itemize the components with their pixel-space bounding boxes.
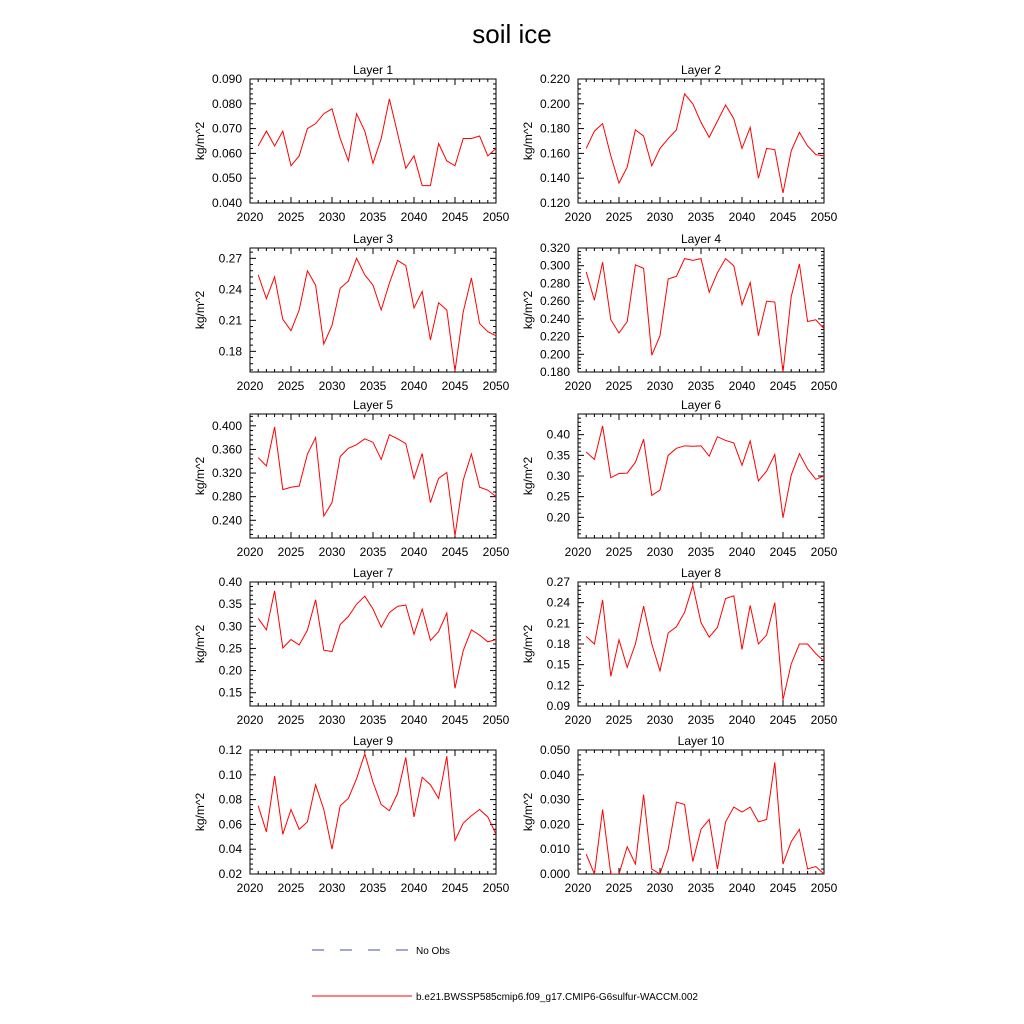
y-tick-label: 0.180 [539, 121, 570, 136]
panel-title: Layer 8 [680, 566, 722, 580]
plot-frame [578, 750, 824, 874]
y-tick-label: 0.09 [546, 699, 570, 713]
x-tick-label: 2035 [687, 210, 715, 224]
y-tick-label: 0.060 [211, 146, 242, 161]
y-axis-label: kg/m^2 [193, 792, 207, 832]
x-tick-label: 2035 [687, 713, 715, 727]
y-tick-label: 0.050 [211, 171, 242, 186]
chart-panel-7 [193, 566, 510, 727]
plot-frame [250, 248, 496, 372]
x-tick-label: 2050 [482, 379, 510, 393]
x-tick-label: 2045 [441, 379, 469, 393]
y-tick-label: 0.08 [218, 792, 242, 807]
legend-obs-label: No Obs [416, 946, 450, 957]
plot-frame [578, 248, 824, 372]
series-line [258, 99, 496, 186]
chart-panel-3 [193, 232, 510, 393]
panels [193, 63, 838, 895]
x-tick-label: 2040 [728, 881, 756, 895]
y-tick-label: 0.06 [218, 817, 242, 832]
x-tick-label: 2025 [605, 881, 633, 895]
x-tick-label: 2020 [564, 545, 592, 559]
x-tick-label: 2025 [277, 379, 305, 393]
x-tick-label: 2035 [359, 210, 387, 224]
y-tick-label: 0.21 [218, 313, 242, 328]
y-tick-label: 0.040 [211, 196, 242, 210]
x-tick-label: 2020 [236, 210, 264, 224]
y-tick-label: 0.280 [539, 276, 570, 291]
x-tick-label: 2040 [728, 545, 756, 559]
y-tick-label: 0.40 [546, 427, 570, 442]
y-tick-label: 0.010 [539, 842, 570, 857]
panel-title: Layer 2 [680, 63, 722, 77]
chart-panel-10 [521, 734, 838, 895]
y-tick-label: 0.240 [211, 513, 242, 528]
y-tick-label: 0.18 [218, 344, 242, 359]
y-tick-label: 0.25 [546, 489, 570, 504]
y-tick-label: 0.300 [539, 258, 570, 273]
x-tick-label: 2020 [564, 713, 592, 727]
y-tick-label: 0.320 [211, 466, 242, 481]
x-tick-label: 2050 [810, 545, 838, 559]
x-tick-label: 2040 [728, 713, 756, 727]
y-axis-label: kg/m^2 [521, 121, 535, 161]
plot-frame [250, 79, 496, 203]
x-tick-label: 2045 [441, 210, 469, 224]
x-tick-label: 2035 [359, 545, 387, 559]
x-tick-label: 2025 [605, 379, 633, 393]
x-tick-label: 2030 [646, 210, 674, 224]
panel-title: Layer 4 [680, 232, 722, 246]
y-tick-label: 0.320 [539, 241, 570, 255]
y-tick-label: 0.360 [211, 442, 242, 457]
x-tick-label: 2035 [687, 881, 715, 895]
x-tick-label: 2050 [810, 379, 838, 393]
x-tick-label: 2030 [318, 545, 346, 559]
legend [312, 946, 698, 1003]
x-tick-label: 2040 [728, 379, 756, 393]
x-tick-label: 2050 [810, 210, 838, 224]
y-tick-label: 0.21 [546, 616, 570, 631]
chart-panel-6 [521, 398, 838, 559]
x-tick-label: 2020 [236, 713, 264, 727]
series-line [258, 427, 496, 536]
y-tick-label: 0.070 [211, 121, 242, 136]
y-tick-label: 0.30 [218, 619, 242, 634]
series-line [586, 259, 824, 372]
y-tick-label: 0.120 [539, 196, 570, 210]
x-tick-label: 2035 [359, 881, 387, 895]
x-tick-label: 2040 [400, 210, 428, 224]
x-tick-label: 2050 [810, 713, 838, 727]
main-title: soil ice [472, 19, 552, 49]
x-tick-label: 2045 [769, 379, 797, 393]
x-tick-label: 2040 [400, 545, 428, 559]
y-axis-label: kg/m^2 [193, 624, 207, 664]
x-tick-label: 2050 [482, 545, 510, 559]
x-tick-label: 2025 [277, 713, 305, 727]
x-tick-label: 2045 [441, 545, 469, 559]
y-tick-label: 0.040 [539, 767, 570, 782]
x-tick-label: 2025 [605, 210, 633, 224]
y-axis-label: kg/m^2 [521, 792, 535, 832]
y-tick-label: 0.220 [539, 329, 570, 344]
panel-title: Layer 6 [680, 398, 722, 412]
y-axis-label: kg/m^2 [521, 456, 535, 496]
y-tick-label: 0.10 [218, 767, 242, 782]
chart-panel-1 [193, 63, 510, 224]
y-tick-label: 0.090 [211, 72, 242, 86]
x-tick-label: 2030 [646, 545, 674, 559]
x-tick-label: 2040 [400, 379, 428, 393]
y-axis-label: kg/m^2 [193, 456, 207, 496]
y-tick-label: 0.200 [539, 96, 570, 111]
chart-panel-8 [521, 566, 838, 727]
y-tick-label: 0.050 [539, 743, 570, 757]
y-tick-label: 0.35 [546, 448, 570, 463]
series-line [586, 94, 824, 193]
panel-title: Layer 7 [352, 566, 394, 580]
x-tick-label: 2035 [687, 545, 715, 559]
legend-model-label: b.e21.BWSSP585cmip6.f09_g17.CMIP6-G6sulfur-WACCM.002 [416, 992, 698, 1003]
x-tick-label: 2035 [687, 379, 715, 393]
y-tick-label: 0.35 [218, 597, 242, 612]
x-tick-label: 2050 [482, 210, 510, 224]
y-axis-label: kg/m^2 [193, 290, 207, 330]
y-axis-label: kg/m^2 [193, 121, 207, 161]
x-tick-label: 2045 [769, 210, 797, 224]
x-tick-label: 2030 [318, 379, 346, 393]
x-tick-label: 2045 [769, 545, 797, 559]
y-tick-label: 0.20 [546, 510, 570, 525]
panel-title: Layer 5 [352, 398, 394, 412]
series-line [258, 754, 496, 849]
x-tick-label: 2020 [236, 545, 264, 559]
x-tick-label: 2030 [646, 881, 674, 895]
y-tick-label: 0.240 [539, 311, 570, 326]
x-tick-label: 2025 [277, 881, 305, 895]
x-tick-label: 2050 [810, 881, 838, 895]
plot-frame [250, 750, 496, 874]
x-tick-label: 2030 [318, 713, 346, 727]
y-tick-label: 0.020 [539, 817, 570, 832]
y-tick-label: 0.400 [211, 418, 242, 433]
y-tick-label: 0.140 [539, 171, 570, 186]
y-tick-label: 0.260 [539, 294, 570, 309]
series-line [586, 585, 824, 699]
y-tick-label: 0.30 [546, 469, 570, 483]
chart-panel-5 [193, 398, 510, 559]
y-tick-label: 0.280 [211, 489, 242, 504]
y-tick-label: 0.24 [546, 595, 570, 610]
x-tick-label: 2035 [359, 379, 387, 393]
x-tick-label: 2030 [646, 379, 674, 393]
y-tick-label: 0.27 [546, 575, 570, 589]
x-tick-label: 2025 [605, 545, 633, 559]
x-tick-label: 2035 [359, 713, 387, 727]
x-tick-label: 2020 [564, 379, 592, 393]
y-tick-label: 0.15 [546, 657, 570, 672]
panel-title: Layer 10 [677, 734, 725, 748]
x-tick-label: 2045 [441, 713, 469, 727]
y-tick-label: 0.080 [211, 96, 242, 111]
x-tick-label: 2050 [482, 881, 510, 895]
y-tick-label: 0.160 [539, 146, 570, 161]
plot-frame [578, 79, 824, 203]
y-tick-label: 0.000 [539, 867, 570, 881]
x-tick-label: 2050 [482, 713, 510, 727]
y-tick-label: 0.200 [539, 347, 570, 362]
x-tick-label: 2040 [400, 713, 428, 727]
series-line [258, 258, 496, 371]
y-axis-label: kg/m^2 [521, 624, 535, 664]
y-tick-label: 0.20 [218, 663, 242, 678]
x-tick-label: 2040 [728, 210, 756, 224]
chart-panel-9 [193, 734, 510, 895]
plot-frame [250, 414, 496, 538]
y-axis-label: kg/m^2 [521, 290, 535, 330]
panel-title: Layer 9 [352, 734, 394, 748]
y-tick-label: 0.220 [539, 72, 570, 86]
y-tick-label: 0.030 [539, 792, 570, 807]
y-tick-label: 0.12 [218, 743, 242, 757]
x-tick-label: 2045 [769, 713, 797, 727]
x-tick-label: 2040 [400, 881, 428, 895]
y-tick-label: 0.15 [218, 685, 242, 700]
series-line [586, 762, 824, 874]
x-tick-label: 2030 [646, 713, 674, 727]
y-tick-label: 0.25 [218, 641, 242, 656]
series-line [586, 426, 824, 518]
x-tick-label: 2025 [277, 210, 305, 224]
panel-title: Layer 3 [352, 232, 394, 246]
y-tick-label: 0.180 [539, 365, 570, 379]
plot-frame [578, 582, 824, 706]
x-tick-label: 2020 [236, 881, 264, 895]
x-tick-label: 2020 [236, 379, 264, 393]
x-tick-label: 2045 [769, 881, 797, 895]
series-line [258, 591, 496, 688]
x-tick-label: 2030 [318, 881, 346, 895]
x-tick-label: 2020 [564, 881, 592, 895]
x-tick-label: 2025 [605, 713, 633, 727]
y-tick-label: 0.18 [546, 637, 570, 651]
y-tick-label: 0.24 [218, 282, 242, 297]
y-tick-label: 0.40 [218, 575, 242, 589]
y-tick-label: 0.02 [218, 867, 242, 881]
x-tick-label: 2045 [441, 881, 469, 895]
chart-panel-4 [521, 232, 838, 393]
y-tick-label: 0.12 [546, 678, 570, 693]
x-tick-label: 2030 [318, 210, 346, 224]
x-tick-label: 2020 [564, 210, 592, 224]
x-tick-label: 2025 [277, 545, 305, 559]
chart-panel-2 [521, 63, 838, 224]
panel-title: Layer 1 [352, 63, 394, 77]
y-tick-label: 0.04 [218, 842, 242, 857]
y-tick-label: 0.27 [218, 251, 242, 266]
